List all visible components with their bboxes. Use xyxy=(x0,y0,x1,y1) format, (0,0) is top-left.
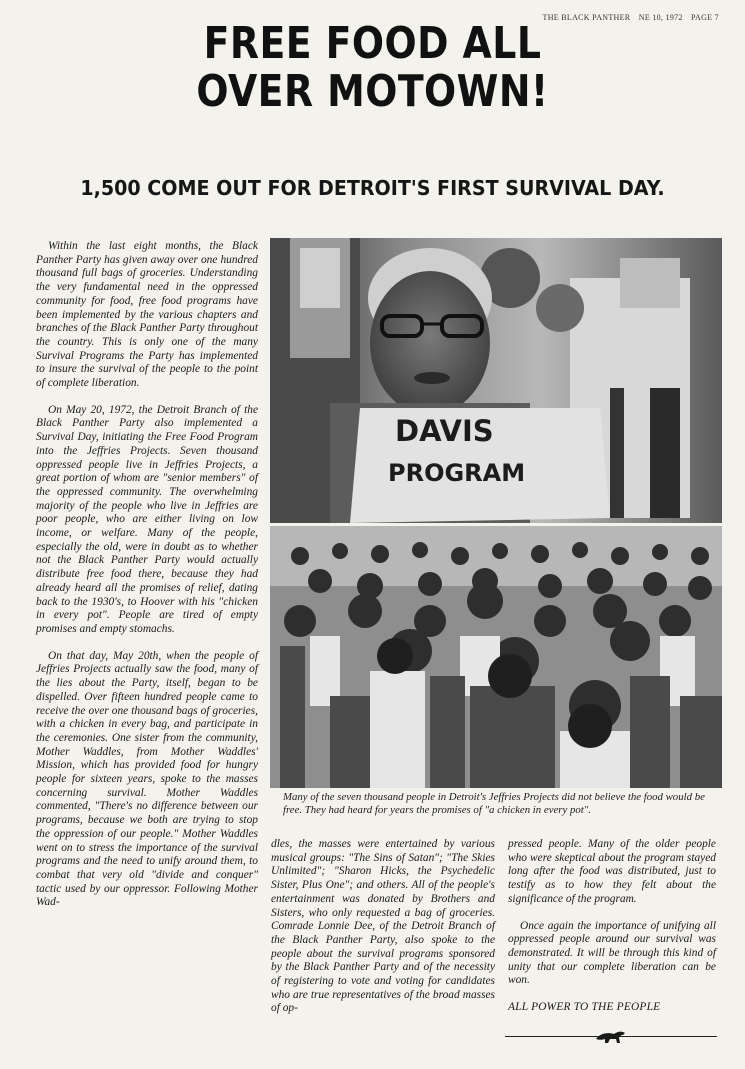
photo-woman-with-sign xyxy=(270,238,722,523)
article-paragraph: pressed people. Many of the older people who were skeptical about the program stayed long after the food was distributed, just to testify as to how they felt about the significance of the program. xyxy=(508,838,716,905)
masthead-page-number: PAGE 7 xyxy=(691,13,719,22)
article-column-3 xyxy=(508,838,716,1028)
closing-slogan: ALL POWER TO THE PEOPLE xyxy=(508,1001,661,1014)
masthead-paper-name: THE BLACK PANTHER xyxy=(542,13,631,22)
article-paragraph: dles, the masses were entertained by various musical groups: "The Sins of Satan"; "The Skies Unlimited"; "Sharon Hicks, the Psychedelic Sister, Plus One"; and others. All of the people's entertainment was donated by Brothers and Sisters, who only requested a bag of groceries. Comrade Lonnie Dee, of the Detroit Branch of the Black Panther Party, also spoke to the people about the survival programs sponsored by the Black Panther Party and of the necessity of registering to vote and voting for candidates who are true representatives of the broad masses of op- xyxy=(271,838,495,1015)
masthead-date: NE 10, 1972 xyxy=(638,13,683,22)
photo-crowd-illustration xyxy=(270,526,722,788)
article-column-1 xyxy=(36,240,258,923)
article-column-2 xyxy=(271,838,495,1029)
headline-line-2: OVER MOTOWN! xyxy=(196,66,549,117)
headline xyxy=(52,20,693,116)
sign-line-1: DAVIS xyxy=(395,414,494,448)
sign-line-2: PROGRAM xyxy=(388,459,526,487)
photo-caption: Many of the seven thousand people in Detroit's Jeffries Projects did not believe the food would be free. They had heard for years the promises of "a chicken in every pot". xyxy=(283,791,705,816)
article-paragraph: Within the last eight months, the Black Panther Party has given away over one hundred thousand full bags of groceries. Understanding the very fundamental need in the oppressed community for food, free food programs have been implemented by the various chapters and branches of the Black Panther Party throughout the country. This is only one of the many Survival Programs the Party has implemented to insure the survival of the people to the point of complete liberation. xyxy=(36,240,258,390)
headline-line-1: FREE FOOD ALL xyxy=(203,18,542,69)
article-paragraph: Once again the importance of unifying all oppressed people around our survival was demonstrated. It will be through this kind of unity that our complete liberation can be won. xyxy=(508,919,716,987)
article-paragraph: On that day, May 20th, when the people of Jeffries Projects actually saw the food, many of the lies about the Party, itself, began to be dispelled. Over fifteen hundred people came to receive the over one thousand bags of groceries, with a chicken in every bag, and participate in the ceremonies. One sister from the community, Mother Waddles, from Mother Waddles' Mission, which has provided food for hungry people for sixteen years, spoke to the masses concerning survival. Mother Waddles commented, "There's no difference between our programs, because we both are trying to stop the oppression of our people." Mother Waddles went on to stress the importance of the survival programs and the need to unify around them, to combat that very old "divide and conquer" tactic used by our oppressor. Following Mother Wad- xyxy=(36,649,258,909)
article-paragraph: On May 20, 1972, the Detroit Branch of the Black Panther Party also implemented a Survival Day, initiating the Free Food Program into the Jeffries Projects. Seven thousand oppressed people live in Jeffries Projects, a great portion of whom are "senior members" of the oppressed community. The overwhelming majority of the people who live in Jeffries are poor people, who are either living on low income, or welfare. Many of the people, especially the old, were in doubt as to whether not the Black Panther Party would actually distribute free food there, because they had already heard all the promises of relief, dating back to the 1930's, to Hoover with his "chicken in every pot". People are tired of empty promises and empty stomachs. xyxy=(36,403,258,635)
photo-crowd xyxy=(270,526,722,788)
photo-woman-illustration xyxy=(270,238,722,523)
subheadline: 1,500 COME OUT FOR DETROIT'S FIRST SURVIVAL DAY. xyxy=(80,176,665,200)
panther-icon xyxy=(594,1027,628,1045)
